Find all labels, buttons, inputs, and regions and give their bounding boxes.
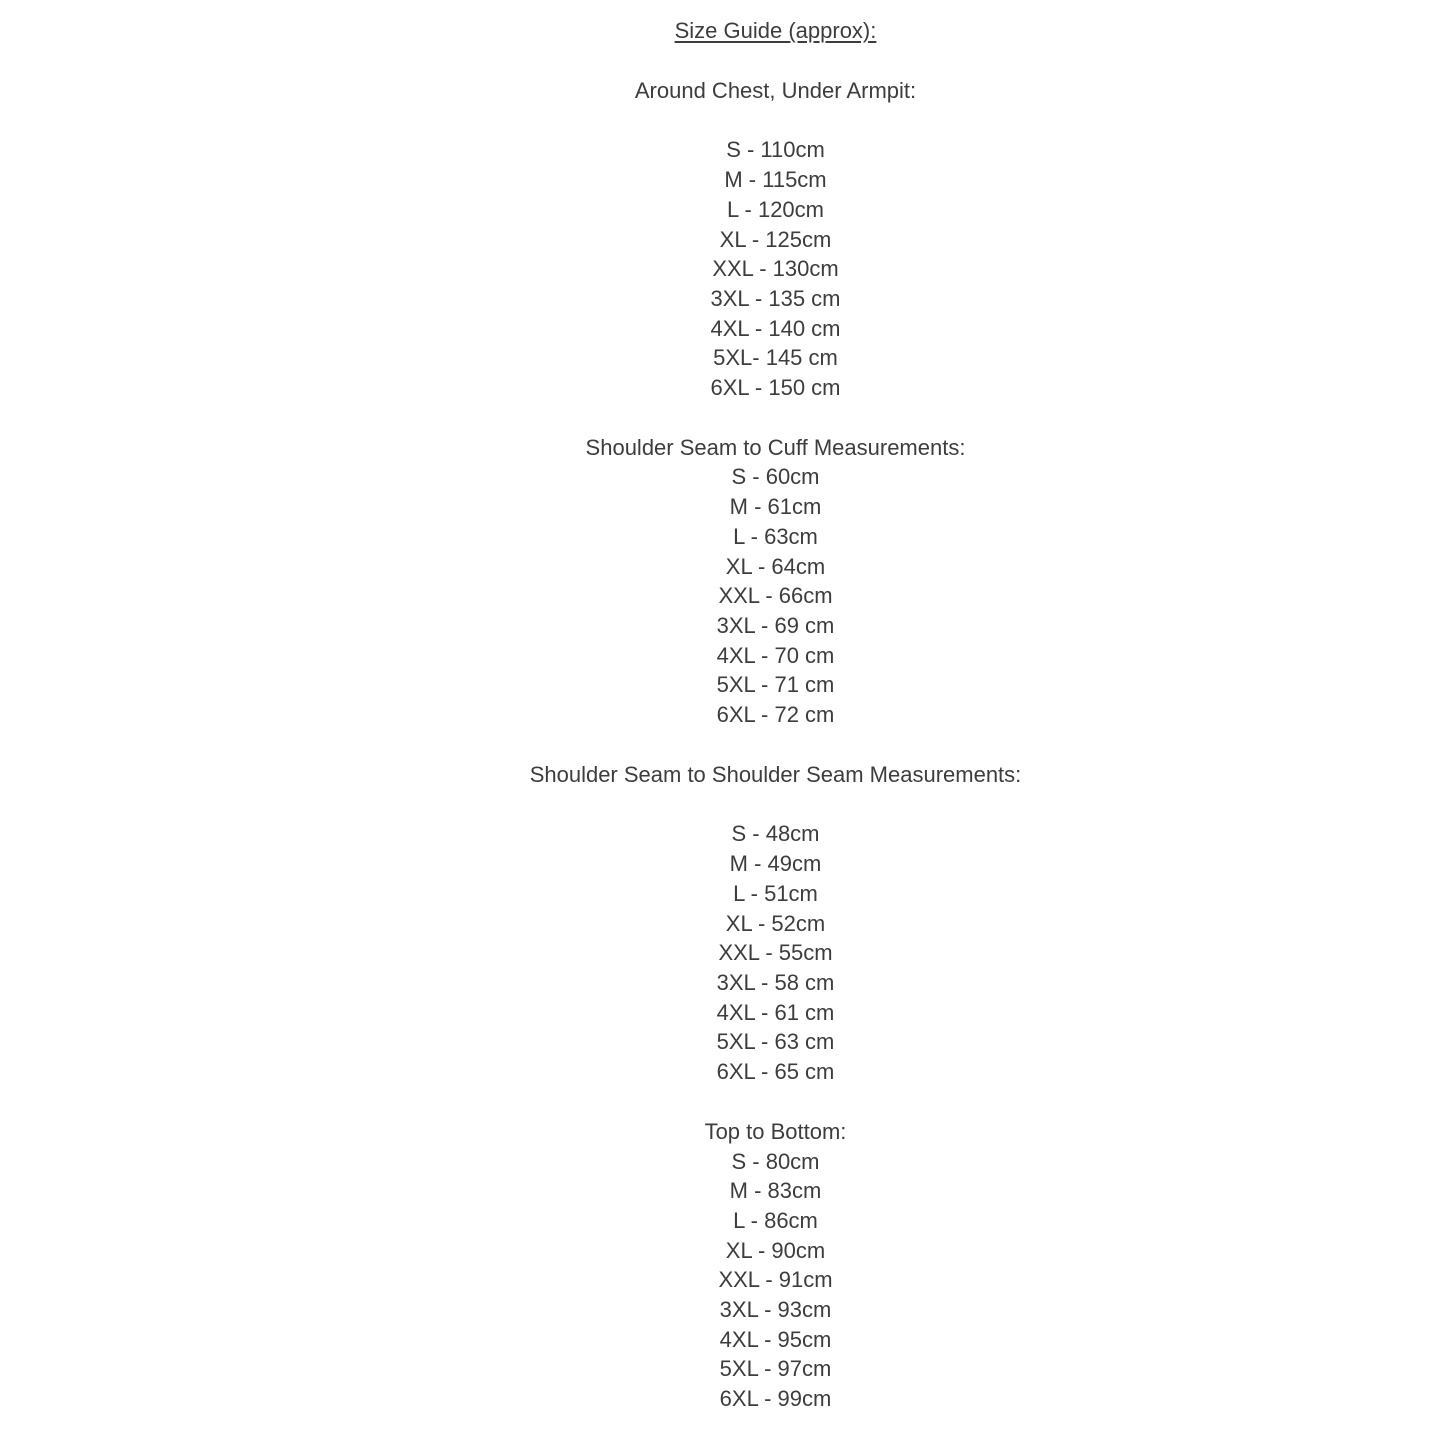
- section-header: Shoulder Seam to Shoulder Seam Measurements:: [529, 761, 1022, 787]
- size-line: XL - 125cm: [719, 226, 832, 252]
- size-line: L - 86cm: [733, 1207, 818, 1233]
- size-section: [106, 76, 1445, 403]
- size-line: L - 120cm: [726, 196, 824, 222]
- size-line: 6XL - 99cm: [719, 1386, 832, 1412]
- section-header: Shoulder Seam to Cuff Measurements:: [585, 434, 966, 460]
- section-header: Around Chest, Under Armpit:: [634, 77, 917, 103]
- size-line: 4XL - 70 cm: [716, 642, 835, 668]
- size-line: 5XL - 71 cm: [716, 672, 835, 698]
- size-line: XXL - 130cm: [712, 256, 839, 282]
- size-line: M - 115cm: [724, 167, 827, 193]
- size-line: XL - 90cm: [725, 1237, 826, 1263]
- size-list: [106, 819, 1445, 1086]
- page-title: Size Guide (approx):: [674, 18, 877, 43]
- size-line: XXL - 66cm: [718, 583, 833, 609]
- size-line: 5XL - 97cm: [719, 1356, 832, 1382]
- size-line: M - 61cm: [729, 494, 822, 520]
- size-list: [106, 1147, 1445, 1414]
- size-line: 3XL - 58 cm: [716, 969, 835, 995]
- size-section: [106, 760, 1445, 1087]
- size-line: 6XL - 150 cm: [710, 375, 841, 401]
- size-line: 5XL - 63 cm: [716, 1029, 835, 1055]
- size-line: M - 49cm: [729, 851, 822, 877]
- size-line: 6XL - 65 cm: [716, 1059, 835, 1085]
- size-line: S - 48cm: [731, 821, 820, 847]
- size-list: [106, 135, 1445, 402]
- size-line: 4XL - 140 cm: [710, 315, 841, 341]
- size-line: XXL - 55cm: [718, 940, 833, 966]
- size-line: 3XL - 93cm: [719, 1297, 832, 1323]
- size-line: L - 51cm: [733, 880, 818, 906]
- size-line: XL - 52cm: [725, 910, 826, 936]
- size-line: 4XL - 95cm: [719, 1326, 832, 1352]
- size-line: XXL - 91cm: [718, 1267, 833, 1293]
- size-section: [106, 433, 1445, 730]
- size-line: S - 60cm: [731, 464, 820, 490]
- size-line: XL - 64cm: [725, 553, 826, 579]
- size-line: L - 63cm: [733, 523, 818, 549]
- size-line: 4XL - 61 cm: [716, 999, 835, 1025]
- size-line: M - 83cm: [729, 1178, 822, 1204]
- sections-container: [106, 76, 1445, 1414]
- size-section: [106, 1117, 1445, 1414]
- size-line: S - 110cm: [726, 137, 825, 163]
- section-header: Top to Bottom:: [704, 1118, 847, 1144]
- size-line: 3XL - 69 cm: [716, 612, 835, 638]
- size-line: 5XL- 145 cm: [713, 345, 838, 371]
- size-line: 6XL - 72 cm: [716, 702, 835, 728]
- size-line: 3XL - 135 cm: [710, 285, 841, 311]
- size-line: S - 80cm: [731, 1148, 820, 1174]
- size-list: [106, 462, 1445, 729]
